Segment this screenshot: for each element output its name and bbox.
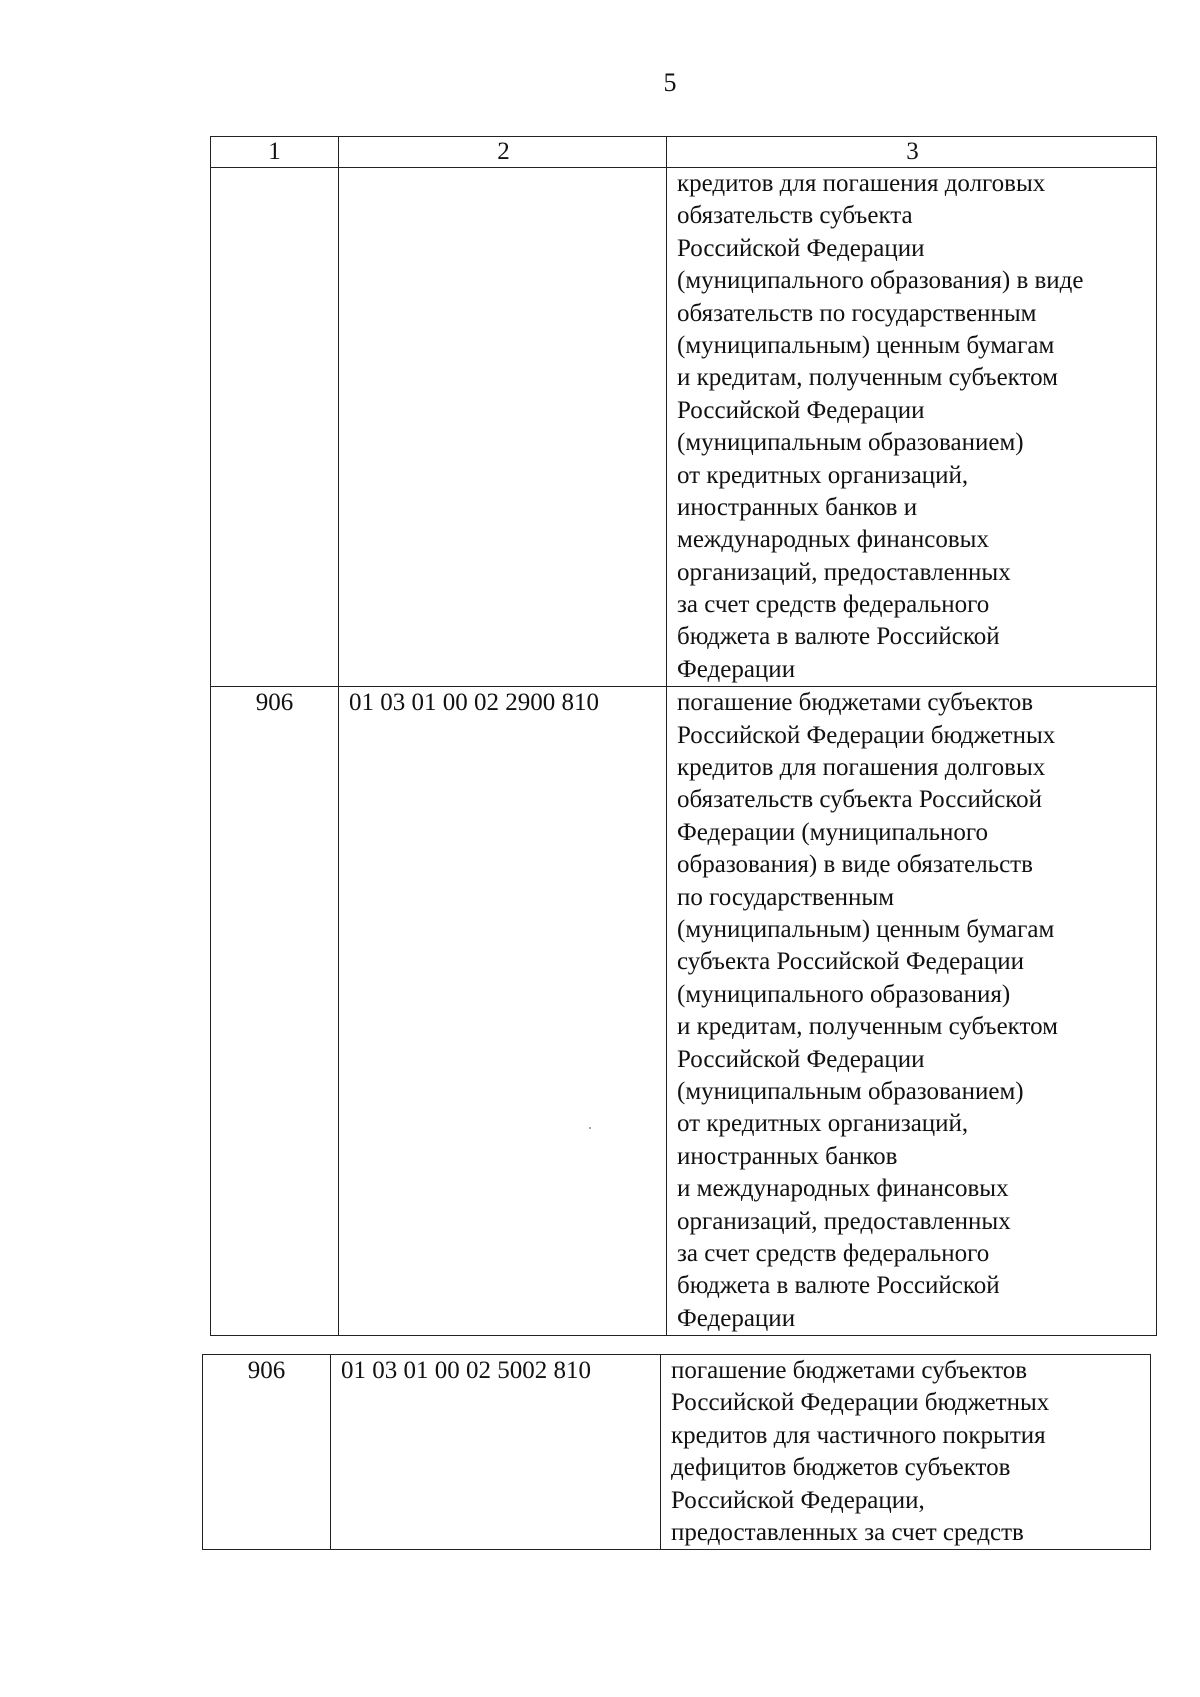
description-line: обязательств по государственным (677, 299, 1037, 327)
description-line: (муниципального образования) в виде (677, 267, 1084, 295)
description-line: Федерации (677, 655, 796, 683)
description-line: (муниципального образования) (677, 980, 1011, 1008)
budget-code-cell: 01 03 01 00 02 2900 810 (339, 687, 667, 1336)
description-cell (661, 1355, 1151, 1550)
description-line: кредитов для погашения долговых (677, 170, 1046, 197)
description-line: организаций, предоставленных (677, 1207, 1011, 1235)
description-line: Российской Федерации (677, 396, 925, 424)
table-row (211, 687, 1157, 1336)
description-line: субъекта Российской Федерации (677, 948, 1024, 976)
description-line: обязательств субъекта (677, 202, 913, 230)
description-line: Российской Федерации, (671, 1486, 925, 1514)
description-line: от кредитных организаций, (677, 461, 969, 489)
description-line: по государственным (677, 883, 895, 911)
description-line: Федерации (муниципального (677, 818, 989, 846)
description-line: кредитов для частичного покрытия (671, 1421, 1046, 1449)
description-line: дефицитов бюджетов субъектов (671, 1454, 1011, 1482)
description-line: образования) в виде обязательств (677, 851, 1033, 879)
admin-code-cell (211, 168, 339, 687)
budget-code-cell (339, 168, 667, 687)
description-line: предоставленных за счет средств (671, 1518, 1024, 1546)
table-row (203, 1355, 1151, 1550)
description-line: Российской Федерации бюджетных (671, 1389, 1050, 1417)
description-line: иностранных банков (677, 1142, 898, 1170)
description-line: организаций, предоставленных (677, 558, 1011, 586)
description-line: и международных финансовых (677, 1175, 1009, 1203)
page-number: 5 (663, 68, 677, 97)
budget-codes-table-continued (202, 1354, 1151, 1550)
table-row (211, 168, 1157, 687)
description-line: и кредитам, полученным субъектом (677, 364, 1058, 392)
description-line: за счет средств федерального (677, 1239, 990, 1267)
budget-code-cell: 01 03 01 00 02 5002 810 (331, 1355, 661, 1550)
description-line: обязательств субъекта Российской (677, 786, 1043, 814)
description-line: бюджета в валюте Российской (677, 623, 1000, 651)
description-line: Федерации (677, 1304, 796, 1332)
description-line: Российской Федерации (677, 1045, 925, 1073)
description-line: кредитов для погашения долговых (677, 754, 1046, 782)
description-line: Российской Федерации бюджетных (677, 721, 1056, 749)
table-header-row (211, 137, 1157, 168)
admin-code-cell: 906 (203, 1355, 331, 1550)
description-cell (667, 168, 1157, 687)
description-line: (муниципальным образованием) (677, 1077, 1024, 1105)
description-line: (муниципальным) ценным бумагам (677, 331, 1055, 359)
description-line: от кредитных организаций, (677, 1110, 969, 1138)
description-line: иностранных банков и (677, 493, 918, 521)
admin-code-cell: 906 (211, 687, 339, 1336)
budget-codes-table (210, 136, 1157, 1336)
description-line: погашение бюджетами субъектов (671, 1357, 1028, 1384)
header-cell-1: 1 (211, 137, 339, 168)
description-line: международных финансовых (677, 526, 989, 554)
description-line: (муниципальным) ценным бумагам (677, 915, 1055, 943)
description-line: Российской Федерации (677, 234, 925, 262)
description-line: бюджета в валюте Российской (677, 1272, 1000, 1300)
header-cell-3: 3 (667, 137, 1157, 168)
scan-speck (589, 1127, 591, 1129)
description-line: и кредитам, полученным субъектом (677, 1013, 1058, 1041)
description-line: за счет средств федерального (677, 591, 990, 619)
header-cell-2: 2 (339, 137, 667, 168)
description-line: (муниципальным образованием) (677, 429, 1024, 457)
description-line: погашение бюджетами субъектов (677, 689, 1034, 717)
description-cell (667, 687, 1157, 1336)
